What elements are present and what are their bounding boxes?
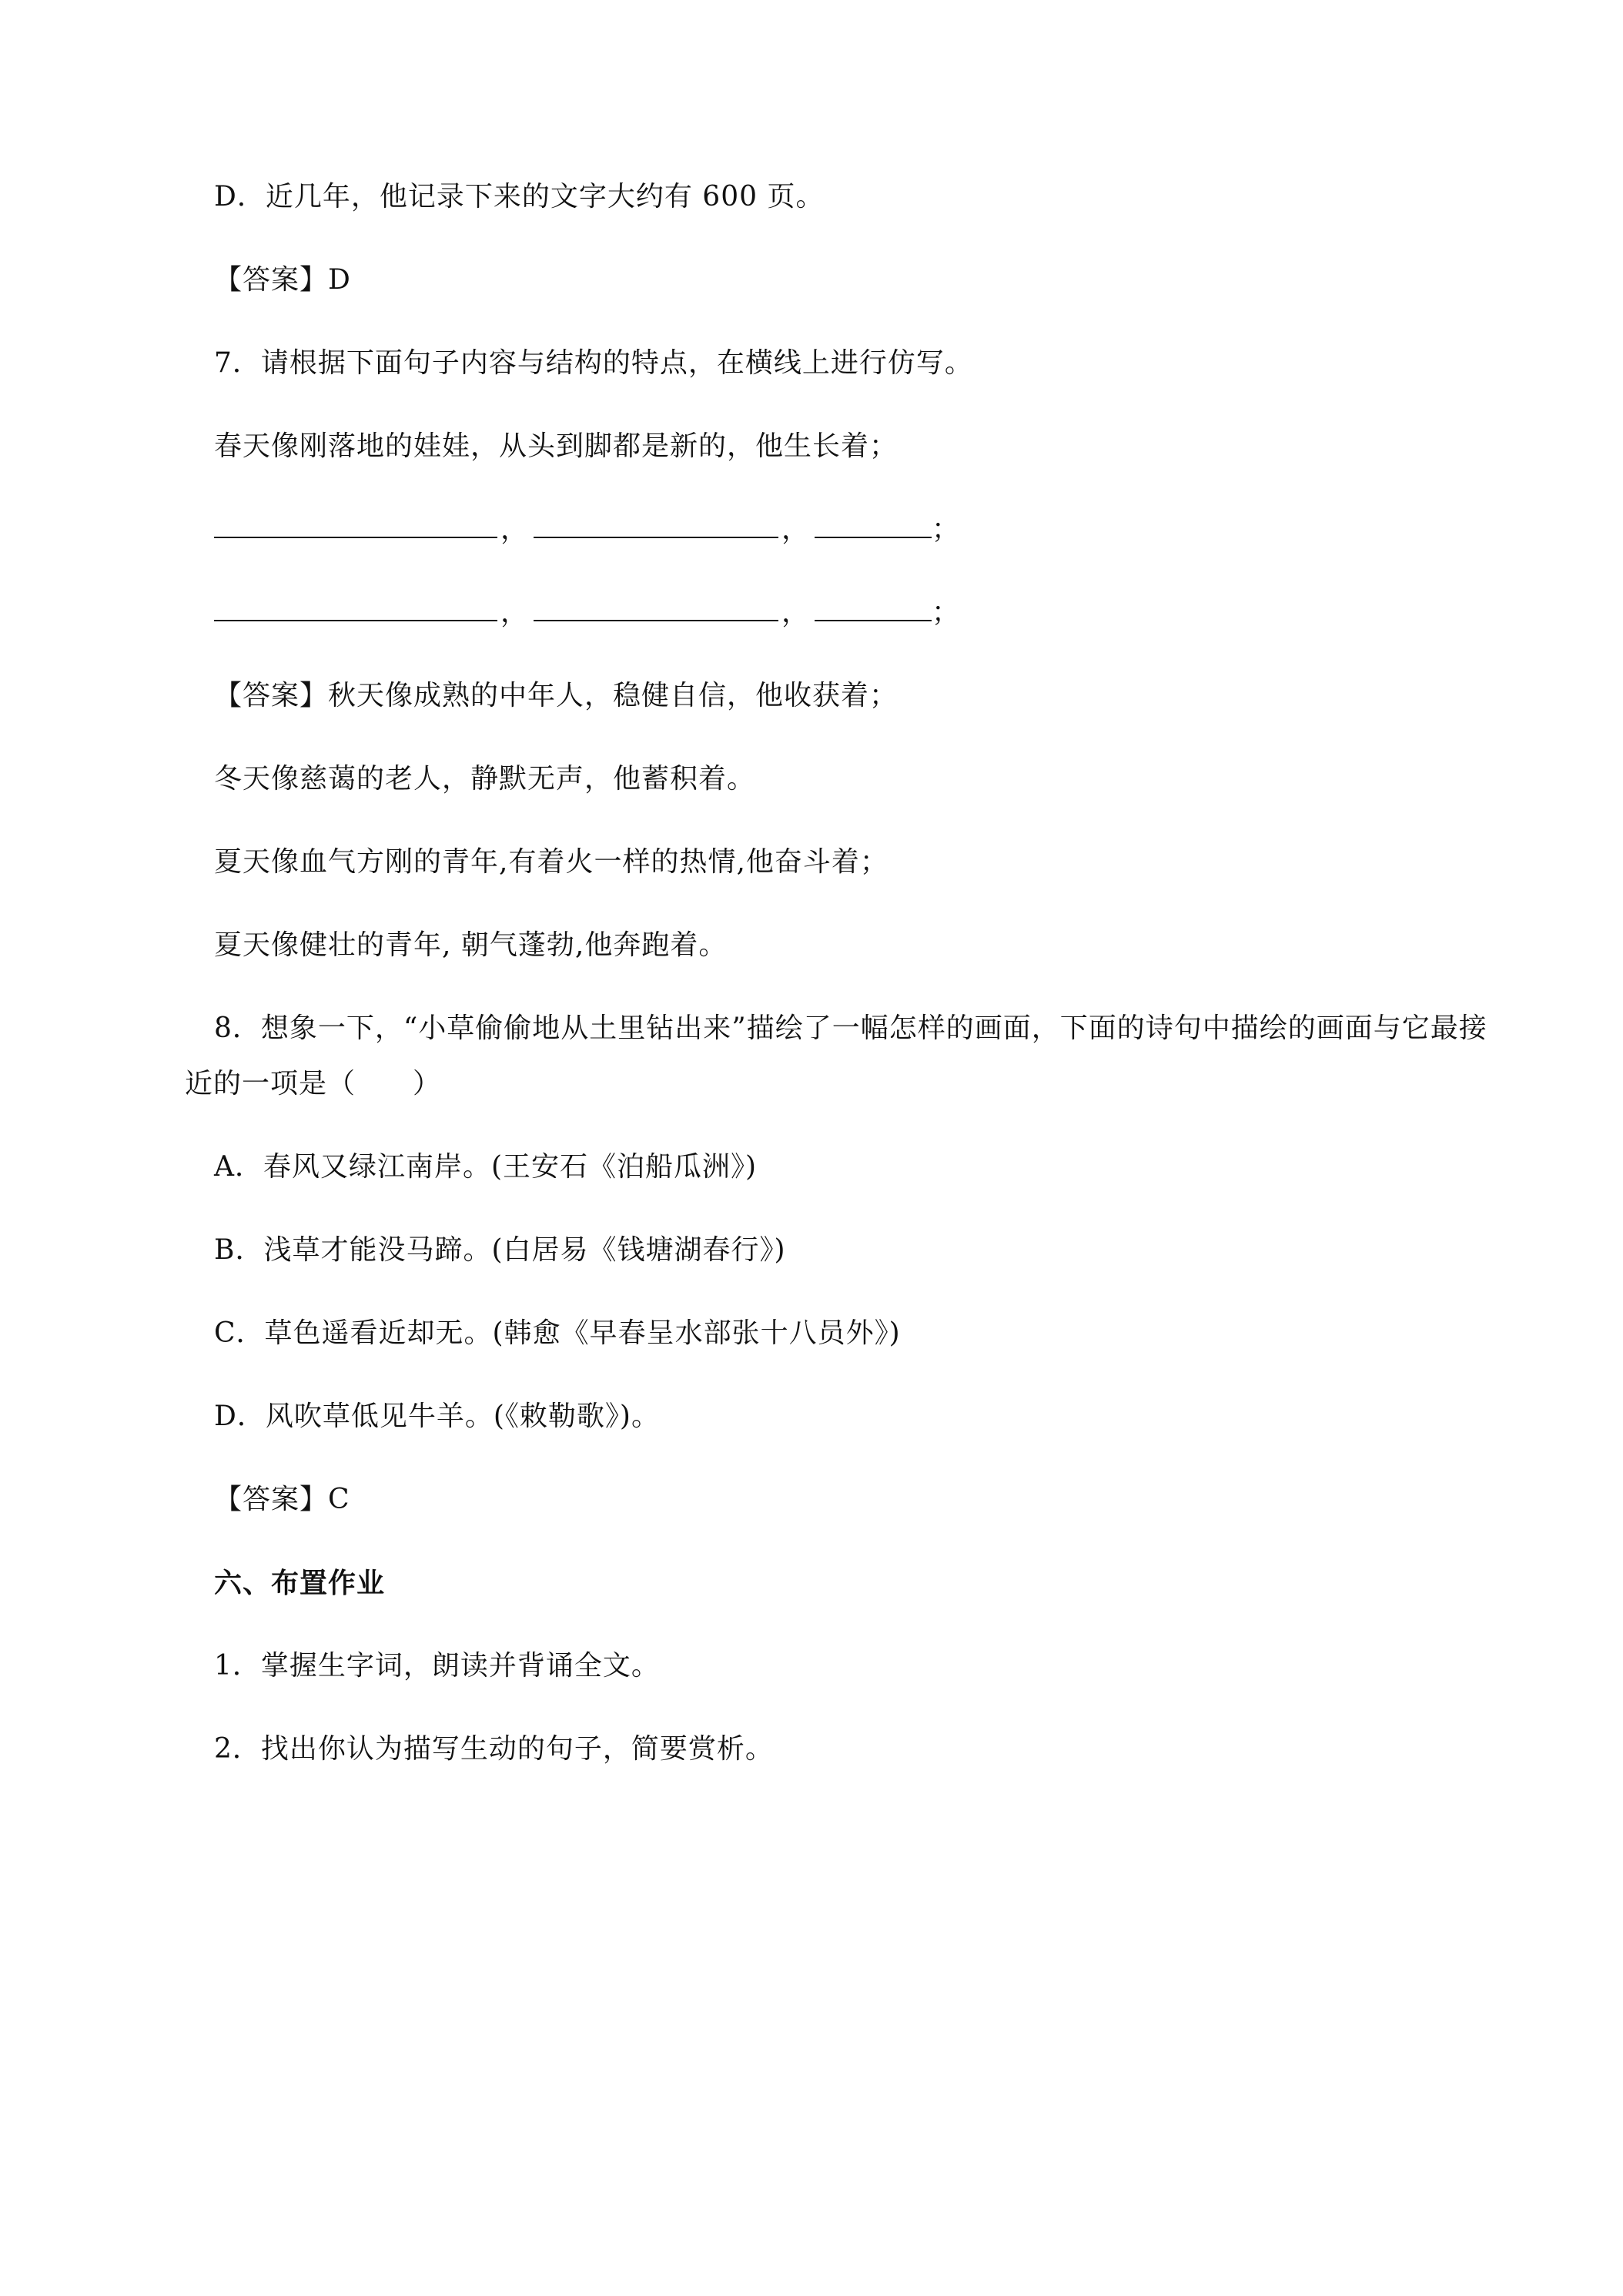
blank-1b <box>534 514 778 538</box>
blank-2c <box>815 597 932 621</box>
option-b: B．浅草才能没马蹄。(白居易《钱塘湖春行》) <box>214 1234 786 1266</box>
answer-6: 【答案】D <box>214 264 351 296</box>
question-7: 7．请根据下面句子内容与结构的特点，在横线上进行仿写。 <box>214 347 973 379</box>
answer-7-line-3: 夏天像血气方刚的青年,有着火一样的热情,他奋斗着； <box>214 846 888 878</box>
blank-2a <box>214 597 497 621</box>
blank-1c <box>815 514 932 538</box>
question-8-line-1: 8．想象一下，“小草偷偷地从土里钻出来”描绘了一幅怎样的画面，下面的诗句中描绘的画面与它最接 <box>214 1012 1487 1044</box>
option-d-text: D．近几年，他记录下来的文字大约有 600 页。 <box>214 181 825 213</box>
blank-2b <box>534 597 778 621</box>
question-8-line-2: 近的一项是（ ） <box>185 1068 442 1099</box>
answer-8: 【答案】C <box>214 1484 350 1515</box>
example-sentence: 春天像刚落地的娃娃，从头到脚都是新的，他生长着； <box>214 430 899 462</box>
section-heading-homework: 六、布置作业 <box>214 1567 386 1599</box>
fill-blank-line-1: ， ， ； <box>214 511 960 548</box>
blank-1a <box>214 514 497 538</box>
answer-7-line-2: 冬天像慈蔼的老人，静默无声，他蓄积着。 <box>214 763 756 795</box>
option-c: C．草色遥看近却无。(韩愈《早春呈水部张十八员外》) <box>214 1317 901 1349</box>
option-a: A．春风又绿江南岸。(王安石《泊船瓜洲》) <box>214 1151 758 1183</box>
homework-item-1: 1．掌握生字词，朗读并背诵全文。 <box>214 1650 660 1682</box>
answer-7-line-1: 【答案】秋天像成熟的中年人，稳健自信，他收获着； <box>214 680 899 711</box>
answer-7-line-4: 夏天像健壮的青年, 朝气蓬勃,他奔跑着。 <box>214 929 728 961</box>
fill-blank-line-2: ， ， ； <box>214 594 960 631</box>
homework-item-2: 2．找出你认为描写生动的句子，简要赏析。 <box>214 1733 774 1765</box>
option-d: D．风吹草低见牛羊。(《敕勒歌》)。 <box>214 1401 660 1432</box>
